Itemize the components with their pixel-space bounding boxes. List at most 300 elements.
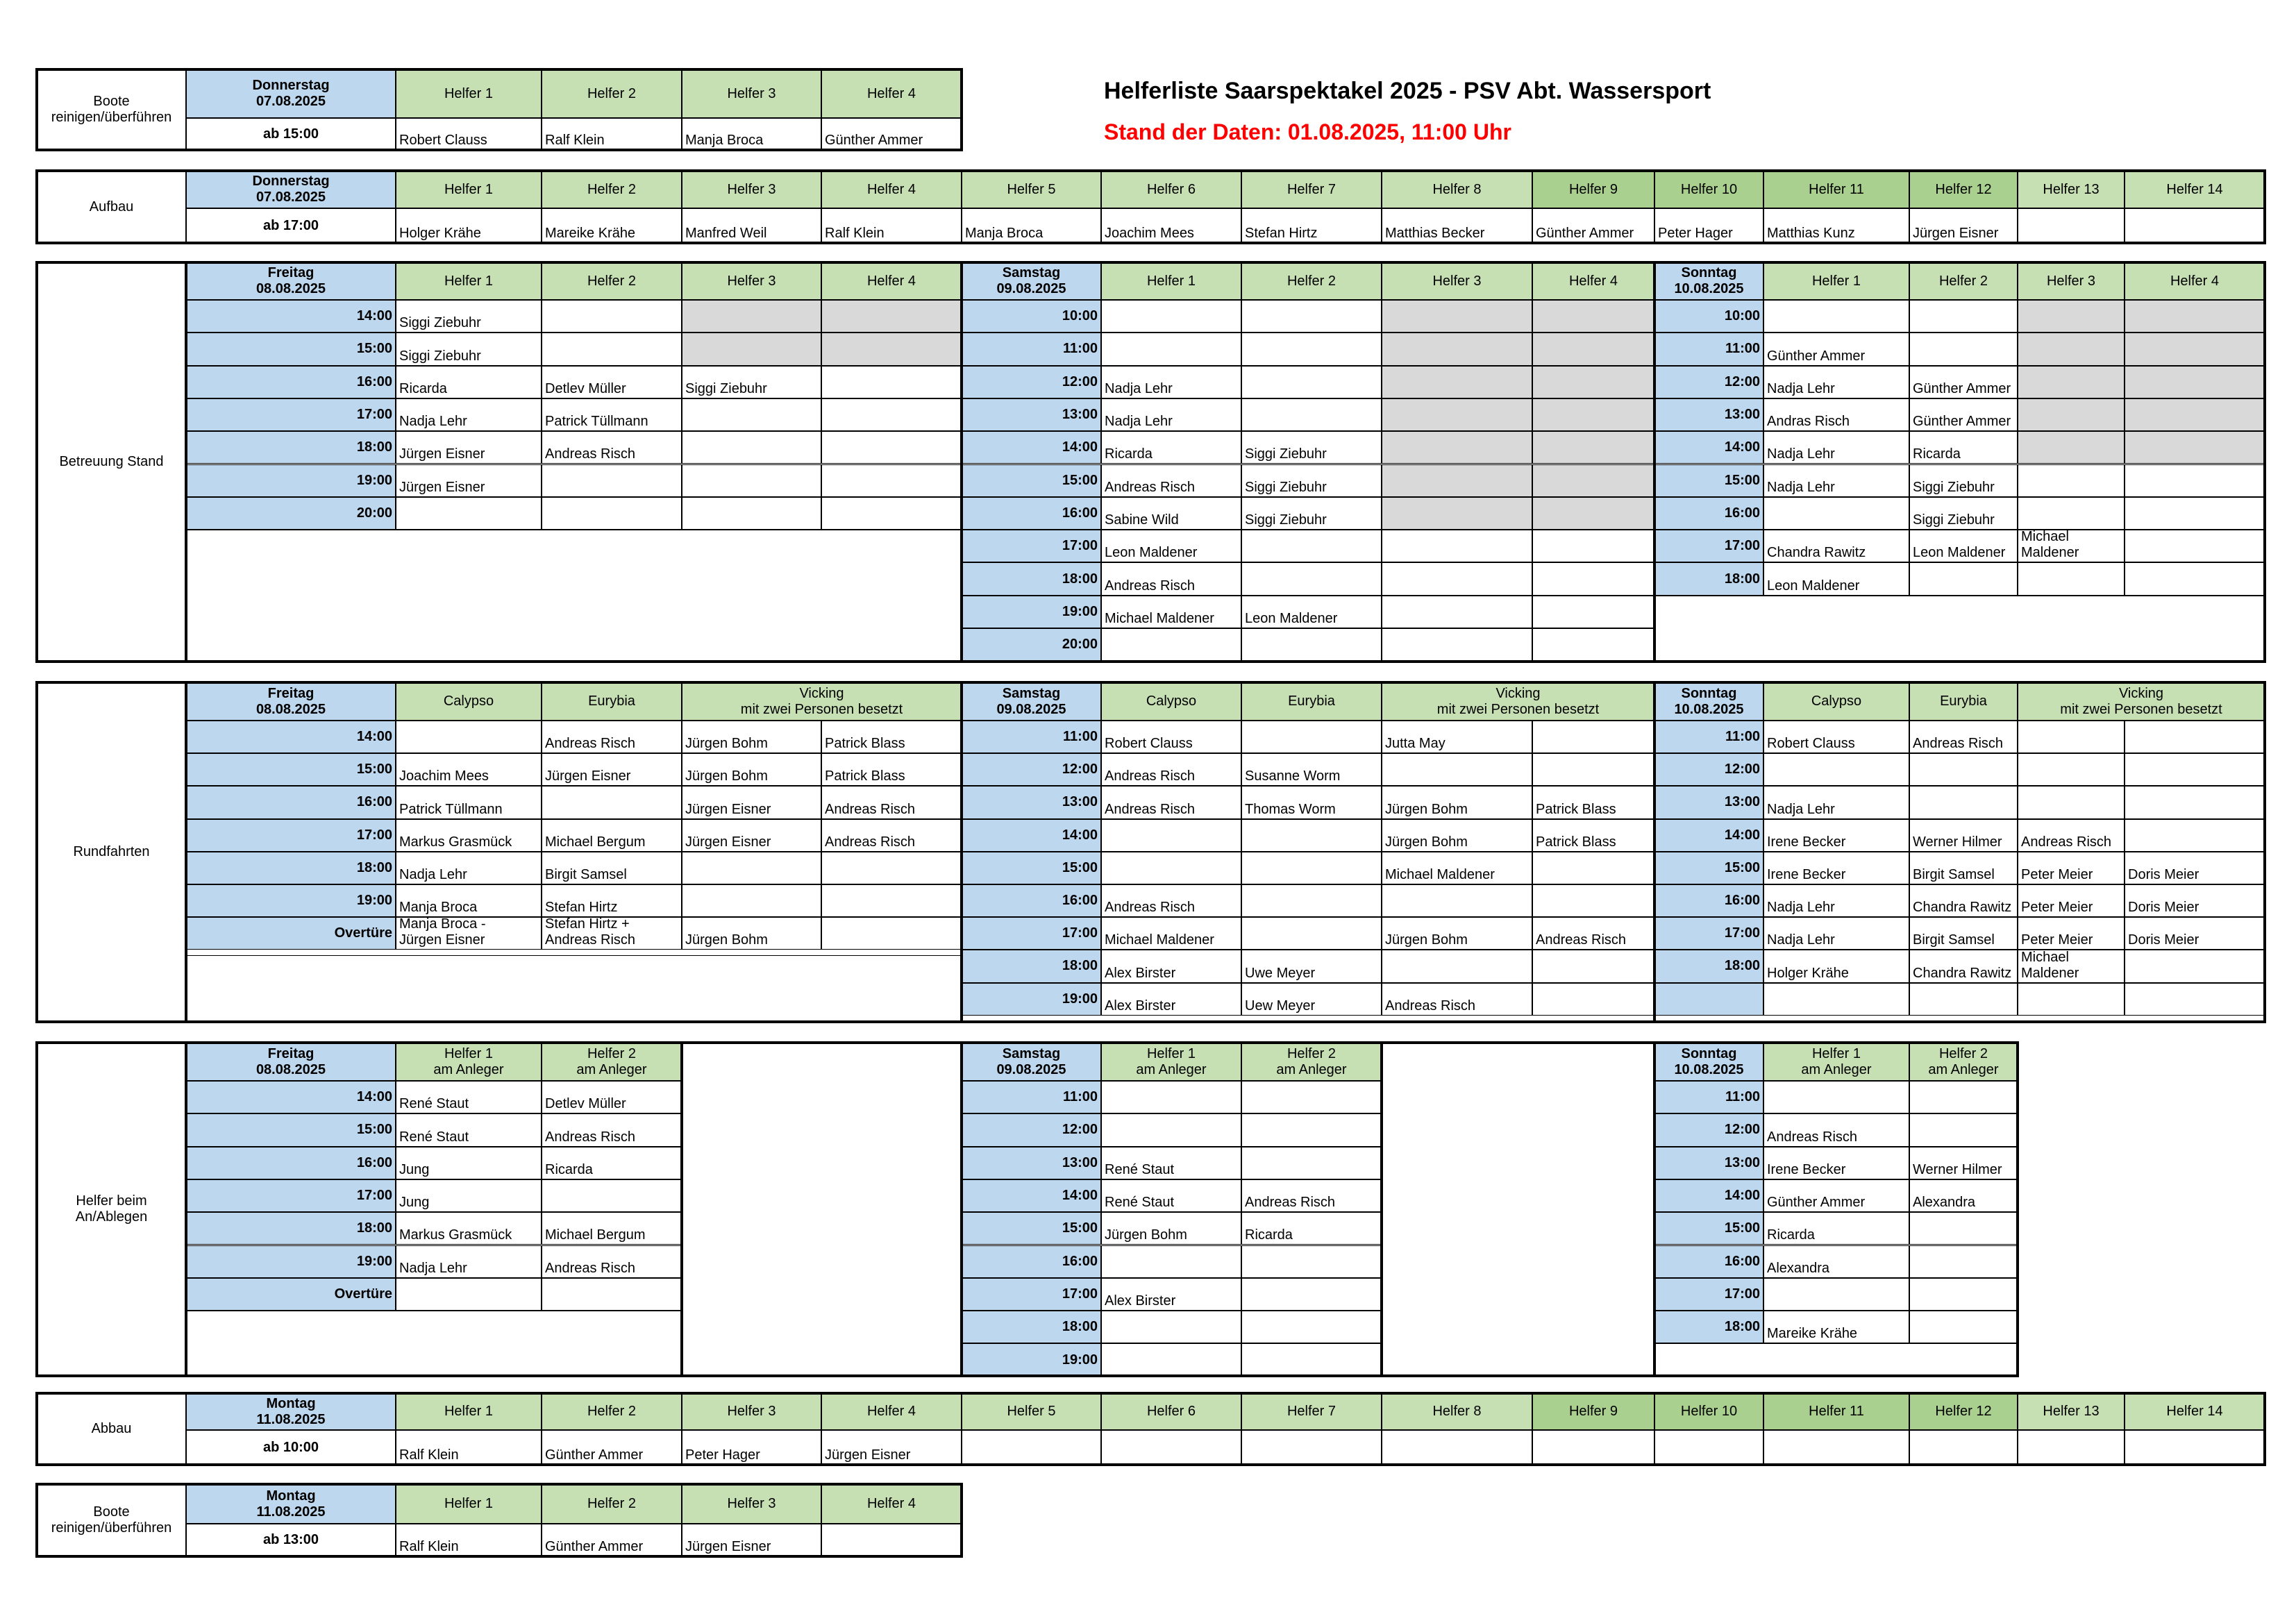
assignment-cell[interactable]	[2018, 464, 2125, 497]
assignment-cell[interactable]: Andras Risch	[1763, 398, 1909, 431]
helper-name-cell[interactable]	[2125, 208, 2265, 243]
assignment-cell[interactable]: Patrick Blass	[1532, 819, 1654, 852]
assignment-cell[interactable]: Jung	[396, 1147, 542, 1179]
assignment-cell[interactable]	[1532, 753, 1654, 786]
assignment-cell[interactable]	[1532, 398, 1654, 431]
assignment-cell[interactable]: Nadja Lehr	[1763, 464, 1909, 497]
column-header: Vicking mit zwei Personen besetzt	[1382, 682, 1654, 721]
assignment-cell[interactable]	[821, 300, 962, 333]
assignment-cell[interactable]: Andreas Risch	[1532, 917, 1654, 950]
assignment-cell[interactable]: Robert Clauss	[1763, 721, 1909, 753]
assignment-cell[interactable]: Andreas Risch	[1101, 884, 1241, 917]
assignment-cell[interactable]	[1241, 884, 1382, 917]
assignment-cell[interactable]	[396, 1278, 542, 1311]
assignment-cell[interactable]	[2125, 366, 2265, 398]
assignment-cell[interactable]	[682, 333, 821, 365]
assignment-cell[interactable]: Alex Birster	[1101, 983, 1241, 1016]
assignment-cell[interactable]	[1241, 530, 1382, 562]
assignment-cell[interactable]: Peter Meier	[2018, 884, 2125, 917]
helper-name-cell[interactable]: Joachim Mees	[1101, 208, 1241, 243]
assignment-cell[interactable]	[1241, 1147, 1382, 1179]
helper-name-cell[interactable]	[821, 1524, 962, 1556]
assignment-cell[interactable]: Peter Meier	[2018, 852, 2125, 884]
assignment-cell[interactable]	[542, 333, 682, 365]
assignment-cell[interactable]	[1532, 562, 1654, 595]
helper-header: Helfer 2	[542, 69, 682, 118]
helper-name-cell[interactable]	[1654, 1430, 1763, 1465]
assignment-cell[interactable]: Siggi Ziebuhr	[1909, 464, 2018, 497]
assignment-cell[interactable]: Nadja Lehr	[396, 1245, 542, 1278]
assignment-cell[interactable]: Mareike Krähe	[1763, 1311, 1909, 1343]
helper-name-cell[interactable]	[2125, 1430, 2265, 1465]
assignment-cell[interactable]	[682, 464, 821, 497]
assignment-cell[interactable]	[1532, 300, 1654, 333]
assignment-cell[interactable]	[396, 497, 542, 530]
assignment-cell[interactable]	[1241, 1245, 1382, 1278]
assignment-cell[interactable]: Patrick Blass	[821, 721, 962, 753]
assignment-cell[interactable]	[2125, 300, 2265, 333]
assignment-cell[interactable]: Nadja Lehr	[1763, 884, 1909, 917]
assignment-cell[interactable]: Chandra Rawitz	[1909, 884, 2018, 917]
assignment-cell[interactable]: Michael Maldener	[1382, 852, 1532, 884]
assignment-cell[interactable]: Markus Grasmück	[396, 1212, 542, 1245]
assignment-cell[interactable]: Uwe Meyer	[1241, 950, 1382, 982]
assignment-cell[interactable]	[1763, 1081, 1909, 1113]
assignment-cell[interactable]: Andreas Risch	[1101, 753, 1241, 786]
assignment-cell[interactable]: Nadja Lehr	[1763, 431, 1909, 464]
assignment-cell[interactable]	[1241, 852, 1382, 884]
assignment-cell[interactable]: Andreas Risch	[542, 431, 682, 464]
assignment-cell[interactable]: Patrick Tüllmann	[542, 398, 682, 431]
assignment-cell[interactable]: Irene Becker	[1763, 819, 1909, 852]
time-slot: 14:00	[962, 819, 1101, 852]
assignment-cell[interactable]	[1101, 300, 1241, 333]
assignment-cell[interactable]	[821, 431, 962, 464]
assignment-cell[interactable]	[1532, 884, 1654, 917]
time-slot: 18:00	[962, 950, 1101, 982]
assignment-cell[interactable]	[1909, 1113, 2018, 1146]
assignment-cell[interactable]	[1532, 497, 1654, 530]
assignment-cell[interactable]	[682, 852, 821, 884]
assignment-cell[interactable]	[2018, 366, 2125, 398]
assignment-cell[interactable]: Siggi Ziebuhr	[682, 366, 821, 398]
assignment-cell[interactable]: Jürgen Eisner	[682, 819, 821, 852]
assignment-cell[interactable]: Siggi Ziebuhr	[1241, 431, 1382, 464]
assignment-cell[interactable]	[682, 497, 821, 530]
assignment-cell[interactable]	[1532, 628, 1654, 661]
helper-name-cell[interactable]: Mareike Krähe	[542, 208, 682, 243]
assignment-cell[interactable]: Andreas Risch	[542, 1245, 682, 1278]
assignment-cell[interactable]: Jürgen Bohm	[682, 753, 821, 786]
assignment-cell[interactable]	[1101, 333, 1241, 365]
assignment-cell[interactable]: Jürgen Bohm	[1382, 819, 1532, 852]
assignment-cell[interactable]: Leon Maldener	[1101, 530, 1241, 562]
assignment-cell[interactable]: Doris Meier	[2125, 884, 2265, 917]
assignment-cell[interactable]	[1532, 431, 1654, 464]
assignment-cell[interactable]: Werner Hilmer	[1909, 819, 2018, 852]
assignment-cell[interactable]: Ricarda	[1101, 431, 1241, 464]
assignment-cell[interactable]: Manja Broca	[396, 884, 542, 917]
assignment-cell[interactable]	[2125, 464, 2265, 497]
assignment-cell[interactable]: Andreas Risch	[821, 819, 962, 852]
assignment-cell[interactable]	[542, 497, 682, 530]
helper-name-cell[interactable]	[2018, 1430, 2125, 1465]
assignment-cell[interactable]: Günther Ammer	[1909, 366, 2018, 398]
assignment-cell[interactable]: Andreas Risch	[1101, 562, 1241, 595]
assignment-cell[interactable]	[2125, 431, 2265, 464]
assignment-cell[interactable]: Nadja Lehr	[396, 852, 542, 884]
assignment-cell[interactable]	[1382, 753, 1532, 786]
helper-name-cell[interactable]: Manja Broca	[682, 118, 821, 150]
assignment-cell[interactable]	[1382, 596, 1532, 628]
helper-name-cell[interactable]: Matthias Becker	[1382, 208, 1532, 243]
assignment-cell[interactable]: Patrick Blass	[821, 753, 962, 786]
helper-name-cell[interactable]	[1101, 1430, 1241, 1465]
assignment-cell[interactable]	[2125, 562, 2265, 595]
assignment-cell[interactable]	[1532, 333, 1654, 365]
assignment-cell[interactable]: Doris Meier	[2125, 852, 2265, 884]
helper-name-cell[interactable]	[1382, 1430, 1532, 1465]
assignment-cell[interactable]: Jürgen Bohm	[682, 917, 821, 950]
helper-name-cell[interactable]	[1532, 1430, 1654, 1465]
assignment-cell[interactable]	[821, 333, 962, 365]
assignment-cell[interactable]	[2018, 562, 2125, 595]
helper-name-cell[interactable]: Manfred Weil	[682, 208, 821, 243]
assignment-cell[interactable]: Doris Meier	[2125, 917, 2265, 950]
assignment-cell[interactable]	[1382, 366, 1532, 398]
helper-name-cell[interactable]: Holger Krähe	[396, 208, 542, 243]
helper-header: Helfer 4	[821, 171, 962, 208]
assignment-cell[interactable]: Jürgen Bohm	[682, 721, 821, 753]
assignment-cell[interactable]	[821, 398, 962, 431]
assignment-cell[interactable]: Michael Bergum	[542, 1212, 682, 1245]
assignment-cell[interactable]: Ricarda	[1909, 431, 2018, 464]
assignment-cell[interactable]	[2018, 333, 2125, 365]
assignment-cell[interactable]: Detlev Müller	[542, 366, 682, 398]
assignment-cell[interactable]	[1909, 786, 2018, 818]
assignment-cell[interactable]: Alexandra	[1763, 1245, 1909, 1278]
assignment-cell[interactable]	[1241, 398, 1382, 431]
assignment-cell[interactable]	[1241, 366, 1382, 398]
assignment-cell[interactable]	[1532, 983, 1654, 1016]
assignment-cell[interactable]: Alex Birster	[1101, 1278, 1241, 1311]
assignment-cell[interactable]: Jung	[396, 1179, 542, 1212]
assignment-cell[interactable]: Andreas Risch	[1909, 721, 2018, 753]
assignment-cell[interactable]	[2018, 983, 2125, 1016]
assignment-cell[interactable]	[2125, 333, 2265, 365]
assignment-cell[interactable]	[2018, 398, 2125, 431]
assignment-cell[interactable]	[1101, 1343, 1241, 1376]
assignment-cell[interactable]: Thomas Worm	[1241, 786, 1382, 818]
helper-name-cell[interactable]: Jürgen Eisner	[821, 1430, 962, 1465]
assignment-cell[interactable]: René Staut	[1101, 1179, 1241, 1212]
assignment-cell[interactable]	[1241, 1343, 1382, 1376]
assignment-cell[interactable]: René Staut	[396, 1081, 542, 1113]
assignment-cell[interactable]	[542, 1179, 682, 1212]
assignment-cell[interactable]: Chandra Rawitz	[1763, 530, 1909, 562]
assignment-cell[interactable]	[821, 852, 962, 884]
assignment-cell[interactable]: Peter Meier	[2018, 917, 2125, 950]
assignment-cell[interactable]: Birgit Samsel	[542, 852, 682, 884]
assignment-cell[interactable]	[1382, 497, 1532, 530]
assignment-cell[interactable]	[2125, 721, 2265, 753]
assignment-cell[interactable]: Sabine Wild	[1101, 497, 1241, 530]
helper-name-cell[interactable]: Ralf Klein	[396, 1430, 542, 1465]
assignment-cell[interactable]: Stefan Hirtz + Andreas Risch	[542, 917, 682, 950]
assignment-cell[interactable]	[1101, 819, 1241, 852]
helper-name-cell[interactable]: Peter Hager	[1654, 208, 1763, 243]
helper-name-cell[interactable]: Ralf Klein	[396, 1524, 542, 1556]
assignment-cell[interactable]	[2125, 786, 2265, 818]
helper-name-cell[interactable]: Günther Ammer	[821, 118, 962, 150]
assignment-cell[interactable]: Chandra Rawitz	[1909, 950, 2018, 982]
assignment-cell[interactable]: Andreas Risch	[542, 1113, 682, 1146]
assignment-cell[interactable]: Patrick Tüllmann	[396, 786, 542, 818]
assignment-cell[interactable]: Andreas Risch	[542, 721, 682, 753]
assignment-cell[interactable]	[2125, 753, 2265, 786]
assignment-cell[interactable]	[2018, 753, 2125, 786]
assignment-cell[interactable]: Jürgen Eisner	[396, 431, 542, 464]
assignment-cell[interactable]: Michael Maldener	[2018, 530, 2125, 562]
assignment-cell[interactable]: Werner Hilmer	[1909, 1147, 2018, 1179]
assignment-cell[interactable]: Nadja Lehr	[1763, 366, 1909, 398]
assignment-cell[interactable]	[1909, 753, 2018, 786]
assignment-cell[interactable]	[1101, 852, 1241, 884]
assignment-cell[interactable]: Markus Grasmück	[396, 819, 542, 852]
helper-name-cell[interactable]: Matthias Kunz	[1763, 208, 1909, 243]
section-divider	[1380, 1043, 1383, 1376]
assignment-cell[interactable]: Siggi Ziebuhr	[1241, 464, 1382, 497]
assignment-cell[interactable]	[1532, 596, 1654, 628]
assignment-cell[interactable]: Jutta May	[1382, 721, 1532, 753]
assignment-cell[interactable]	[682, 398, 821, 431]
assignment-cell[interactable]: Andreas Risch	[1763, 1113, 1909, 1146]
assignment-cell[interactable]: Stefan Hirtz	[542, 884, 682, 917]
assignment-cell[interactable]	[1532, 950, 1654, 982]
assignment-cell[interactable]	[821, 366, 962, 398]
assignment-cell[interactable]	[1909, 333, 2018, 365]
assignment-cell[interactable]	[1763, 497, 1909, 530]
helper-name-cell[interactable]	[1763, 1430, 1909, 1465]
assignment-cell[interactable]	[2018, 431, 2125, 464]
assignment-cell[interactable]	[1241, 917, 1382, 950]
helper-header: Helfer 3	[682, 171, 821, 208]
helper-name-cell[interactable]	[1241, 1430, 1382, 1465]
assignment-cell[interactable]	[682, 300, 821, 333]
assignment-cell[interactable]	[1532, 366, 1654, 398]
assignment-cell[interactable]: Jürgen Bohm	[1382, 917, 1532, 950]
assignment-cell[interactable]	[1532, 852, 1654, 884]
assignment-cell[interactable]: Robert Clauss	[1101, 721, 1241, 753]
assignment-cell[interactable]	[542, 786, 682, 818]
assignment-cell[interactable]: Jürgen Bohm	[1382, 786, 1532, 818]
assignment-cell[interactable]	[682, 884, 821, 917]
assignment-cell[interactable]: Alex Birster	[1101, 950, 1241, 982]
helper-name-cell[interactable]: Jürgen Eisner	[682, 1524, 821, 1556]
assignment-cell[interactable]: Siggi Ziebuhr	[396, 333, 542, 365]
assignment-cell[interactable]	[1382, 950, 1532, 982]
assignment-cell[interactable]	[1101, 1245, 1241, 1278]
assignment-cell[interactable]	[1909, 1278, 2018, 1311]
assignment-cell[interactable]	[2125, 497, 2265, 530]
assignment-cell[interactable]: Günther Ammer	[1763, 1179, 1909, 1212]
assignment-cell[interactable]: Birgit Samsel	[1909, 852, 2018, 884]
assignment-cell[interactable]: René Staut	[396, 1113, 542, 1146]
assignment-cell[interactable]	[1241, 1113, 1382, 1146]
assignment-cell[interactable]	[2018, 721, 2125, 753]
assignment-cell[interactable]	[1909, 1081, 2018, 1113]
assignment-cell[interactable]	[2125, 819, 2265, 852]
assignment-cell[interactable]: Siggi Ziebuhr	[1909, 497, 2018, 530]
assignment-cell[interactable]	[1382, 530, 1532, 562]
helper-name-cell[interactable]: Stefan Hirtz	[1241, 208, 1382, 243]
assignment-cell[interactable]	[1382, 333, 1532, 365]
helper-name-cell[interactable]: Günther Ammer	[542, 1430, 682, 1465]
assignment-cell[interactable]	[1382, 398, 1532, 431]
assignment-cell[interactable]	[1241, 721, 1382, 753]
assignment-cell[interactable]	[396, 721, 542, 753]
assignment-cell[interactable]	[1241, 819, 1382, 852]
assignment-cell[interactable]: Susanne Worm	[1241, 753, 1382, 786]
time-slot: 14:00	[1654, 819, 1763, 852]
assignment-cell[interactable]	[1532, 530, 1654, 562]
assignment-cell[interactable]	[1382, 628, 1532, 661]
assignment-cell[interactable]	[1241, 1311, 1382, 1343]
assignment-cell[interactable]	[1382, 562, 1532, 595]
assignment-cell[interactable]	[2125, 983, 2265, 1016]
assignment-cell[interactable]: Jürgen Bohm	[1101, 1212, 1241, 1245]
assignment-cell[interactable]: Siggi Ziebuhr	[396, 300, 542, 333]
assignment-cell[interactable]: Nadja Lehr	[1763, 917, 1909, 950]
assignment-cell[interactable]	[1101, 1311, 1241, 1343]
assignment-cell[interactable]: René Staut	[1101, 1147, 1241, 1179]
assignment-cell[interactable]: Nadja Lehr	[1101, 398, 1241, 431]
assignment-cell[interactable]: Andreas Risch	[2018, 819, 2125, 852]
assignment-cell[interactable]	[1909, 1311, 2018, 1343]
assignment-cell[interactable]	[1382, 464, 1532, 497]
assignment-cell[interactable]	[2018, 786, 2125, 818]
assignment-cell[interactable]: Leon Maldener	[1241, 596, 1382, 628]
assignment-cell[interactable]: Ricarda	[396, 366, 542, 398]
assignment-cell[interactable]	[542, 300, 682, 333]
assignment-cell[interactable]	[1382, 300, 1532, 333]
assignment-cell[interactable]: Detlev Müller	[542, 1081, 682, 1113]
assignment-cell[interactable]: Leon Maldener	[1763, 562, 1909, 595]
assignment-cell[interactable]: Leon Maldener	[1909, 530, 2018, 562]
assignment-cell[interactable]	[2125, 530, 2265, 562]
assignment-cell[interactable]	[1763, 983, 1909, 1016]
assignment-cell[interactable]	[1241, 300, 1382, 333]
helper-name-cell[interactable]: Peter Hager	[682, 1430, 821, 1465]
assignment-cell[interactable]	[1101, 628, 1241, 661]
assignment-cell[interactable]: Andreas Risch	[1382, 983, 1532, 1016]
assignment-cell[interactable]	[2125, 398, 2265, 431]
assignment-cell[interactable]: Günther Ammer	[1909, 398, 2018, 431]
assignment-cell[interactable]: Andreas Risch	[1101, 464, 1241, 497]
assignment-cell[interactable]	[1763, 753, 1909, 786]
assignment-cell[interactable]: Ricarda	[1763, 1212, 1909, 1245]
assignment-cell[interactable]: Irene Becker	[1763, 1147, 1909, 1179]
assignment-cell[interactable]	[1241, 562, 1382, 595]
assignment-cell[interactable]: Jürgen Eisner	[682, 786, 821, 818]
assignment-cell[interactable]: Andreas Risch	[821, 786, 962, 818]
assignment-cell[interactable]	[2018, 497, 2125, 530]
assignment-cell[interactable]	[1909, 300, 2018, 333]
assignment-cell[interactable]	[1241, 628, 1382, 661]
assignment-cell[interactable]: Alexandra	[1909, 1179, 2018, 1212]
assignment-cell[interactable]	[1382, 431, 1532, 464]
assignment-cell[interactable]	[1763, 300, 1909, 333]
assignment-cell[interactable]: Nadja Lehr	[1101, 366, 1241, 398]
assignment-cell[interactable]: Michael Maldener	[1101, 596, 1241, 628]
assignment-cell[interactable]	[821, 464, 962, 497]
assignment-cell[interactable]	[1909, 1212, 2018, 1245]
assignment-cell[interactable]	[682, 431, 821, 464]
assignment-cell[interactable]: Holger Krähe	[1763, 950, 1909, 982]
assignment-cell[interactable]	[2125, 950, 2265, 982]
assignment-cell[interactable]	[1532, 464, 1654, 497]
helper-name-cell[interactable]	[962, 1430, 1101, 1465]
helper-name-cell[interactable]: Günther Ammer	[1532, 208, 1654, 243]
assignment-cell[interactable]	[1101, 1113, 1241, 1146]
assignment-cell[interactable]: Michael Maldener	[2018, 950, 2125, 982]
assignment-cell[interactable]: Nadja Lehr	[1763, 786, 1909, 818]
assignment-cell[interactable]: Patrick Blass	[1532, 786, 1654, 818]
assignment-cell[interactable]	[1241, 1081, 1382, 1113]
assignment-cell[interactable]: Uew Meyer	[1241, 983, 1382, 1016]
assignment-cell[interactable]	[1909, 983, 2018, 1016]
assignment-cell[interactable]	[1909, 562, 2018, 595]
assignment-cell[interactable]	[1241, 333, 1382, 365]
assignment-cell[interactable]: Jürgen Eisner	[396, 464, 542, 497]
assignment-cell[interactable]: Joachim Mees	[396, 753, 542, 786]
assignment-cell[interactable]	[1382, 884, 1532, 917]
helper-name-cell[interactable]: Jürgen Eisner	[1909, 208, 2018, 243]
helper-name-cell[interactable]	[1909, 1430, 2018, 1465]
assignment-cell[interactable]	[542, 1278, 682, 1311]
assignment-cell[interactable]	[1101, 1081, 1241, 1113]
assignment-cell[interactable]	[542, 464, 682, 497]
assignment-cell[interactable]: Michael Bergum	[542, 819, 682, 852]
helper-name-cell[interactable]: Ralf Klein	[821, 208, 962, 243]
helper-name-cell[interactable]: Ralf Klein	[542, 118, 682, 150]
assignment-cell[interactable]: Michael Maldener	[1101, 917, 1241, 950]
assignment-cell[interactable]	[1532, 721, 1654, 753]
assignment-cell[interactable]	[1763, 1278, 1909, 1311]
assignment-cell[interactable]: Jürgen Eisner	[542, 753, 682, 786]
assignment-cell[interactable]: Ricarda	[542, 1147, 682, 1179]
assignment-cell[interactable]: Ricarda	[1241, 1212, 1382, 1245]
helper-name-cell[interactable]	[2018, 208, 2125, 243]
assignment-cell[interactable]: Günther Ammer	[1763, 333, 1909, 365]
assignment-cell[interactable]	[1241, 1278, 1382, 1311]
assignment-cell[interactable]: Irene Becker	[1763, 852, 1909, 884]
assignment-cell[interactable]: Siggi Ziebuhr	[1241, 497, 1382, 530]
assignment-cell[interactable]: Manja Broca - Jürgen Eisner	[396, 917, 542, 950]
assignment-cell[interactable]	[821, 917, 962, 950]
assignment-cell[interactable]	[2018, 300, 2125, 333]
helper-name-cell[interactable]: Manja Broca	[962, 208, 1101, 243]
assignment-cell[interactable]	[1909, 1245, 2018, 1278]
helper-name-cell[interactable]: Robert Clauss	[396, 118, 542, 150]
assignment-cell[interactable]: Birgit Samsel	[1909, 917, 2018, 950]
assignment-cell[interactable]: Nadja Lehr	[396, 398, 542, 431]
assignment-cell[interactable]	[821, 884, 962, 917]
assignment-cell[interactable]: Andreas Risch	[1241, 1179, 1382, 1212]
assignment-cell[interactable]	[821, 497, 962, 530]
assignment-cell[interactable]: Andreas Risch	[1101, 786, 1241, 818]
helper-name-cell[interactable]: Günther Ammer	[542, 1524, 682, 1556]
